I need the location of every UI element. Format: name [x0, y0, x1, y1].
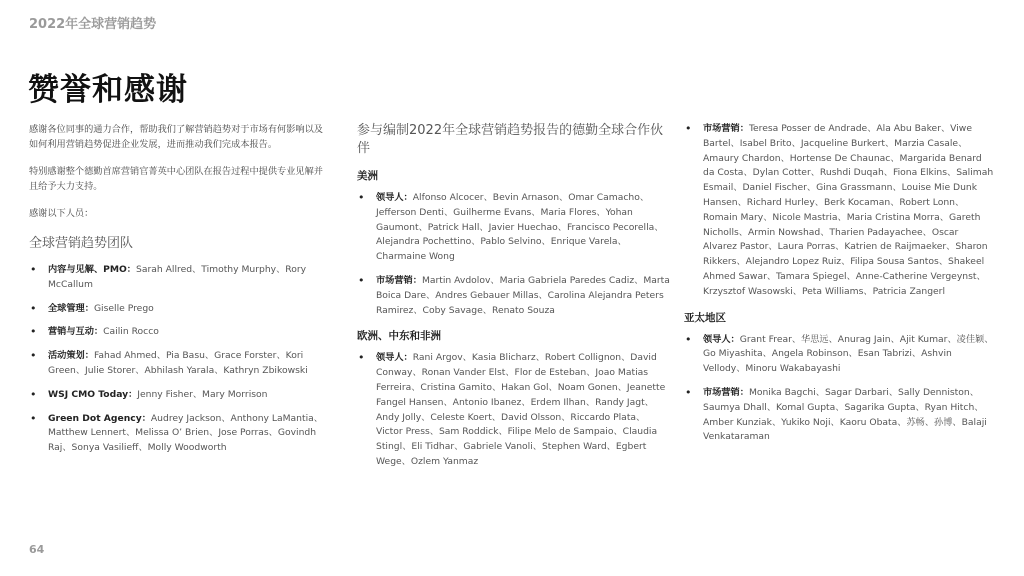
- names: Audrey Jackson、Anthony LaMantia、Matthew Lennert、Melissa O’ Brien、Jose Porras、Govindh Raj、Sonya Vasilieff、Molly Woodworth: [48, 412, 323, 454]
- region-heading-americas: 美洲: [357, 170, 378, 182]
- intro-paragraph-1: 感谢各位同事的通力合作，帮助我们了解营销趋势对于市场有何影响以及如何利用营销趋势促进企业发展，进而推动我们完成本报告。: [29, 124, 323, 150]
- names: Giselle Prego: [93, 302, 154, 314]
- names: Monika Bagchi、Sagar Darbari、Sally Denniston、Saumya Dhall、Komal Gupta、Sagarika Gupta、Ryan Hitch、Amber Kunziak、Yukiko Noji、Kaoru Obata、苏畅、孙博、Balaji Venkataraman: [703, 386, 987, 443]
- report-header: 2022年全球营销趋势: [29, 17, 157, 32]
- emea-list: [357, 351, 670, 469]
- names: Martin Avdolov、Maria Gabriela Paredes Cadiz、Marta Boica Dare、Andres Gebauer Millas、Carolina Alejandra Peters Ramirez、Coby Savage、Renato Souza: [376, 274, 670, 316]
- role-label: WSJ CMO Today：: [48, 388, 138, 400]
- emea-marketing-list: [684, 122, 994, 300]
- role-label: 市场营销：: [703, 123, 749, 134]
- names: Teresa Posser de Andrade、Ala Abu Baker、Viwe Bartel、Isabel Brito、Jacqueline Burkert、Marzia Casale、Amaury Chardon、Hortense De Chaunac、Margarida Benard da Costa、Dylan Cotter、Rushdi Duqah、Fiona Elkins、Salimah Esmail、Daniel Fischer、Gina Grassmann、Louise Mie Dunk Hansen、Richard Hurley、Berk Kocaman、Robert Lonn、Romain Mary、Nicole Mastria、Maria Cristina Morra、Gareth Nicholls、Armin Nowshad、Tharien Padayachee、Oscar Alvarez Pastor、Laura Porras、Katrien de Raijmaeker、Sharon Rikkers、Alejandro Lopez Ruiz、Filipa Sousa Santos、Shakeel Ahmed Sawar、Tamara Spiegel、Anne-Catherine Vergeynst、Krzysztof Wasowski、Peta Williams、Patricia Zangerl: [703, 123, 994, 297]
- names: Alfonso Alcocer、Bevin Arnason、Omar Camacho、Jefferson Denti、Guilherme Evans、Maria Flores、Yohan Gaumont、Patrick Hall、Javier Huechao、Francisco Pecorella、Alejandra Pochettino、Pablo Selvino、Enrique Varela、Charmaine Wong: [376, 192, 664, 263]
- names: Rani Argov、Kasia Blicharz、Robert Collignon、David Conway、Ronan Vander Elst、Flor de Esteban、Joao Matias Ferreira、Cristina Gamito、Hakan Gol、Noam Gonen、Jeanette Fangel Hansen、Antonio Ibanez、Erdem Ilhan、Randy Jagt、Andy Jolly、Celeste Koert、David Olsson、Riccardo Plata、Victor Press、Sam Roddick、Filipe Melo de Sampaio、Claudia Stingl、Eli Tidhar、Gabriele Vanoli、Stephen Ward、Egbert Wege、Ozlem Yanmaz: [376, 352, 666, 467]
- intro-paragraph-3: 感谢以下人员：: [29, 208, 94, 219]
- region-heading-apac: 亚太地区: [684, 311, 726, 324]
- list-item: [684, 122, 994, 300]
- partners-heading: 参与编制2022年全球营销趋势报告的德勤全球合作伙伴: [357, 123, 664, 156]
- intro-paragraph-2: 特别感谢整个德勤首席营销官菁英中心团队在报告过程中提供专业见解并且给予大力支持。: [29, 166, 323, 192]
- list-item: [29, 325, 329, 340]
- list-item: [684, 333, 994, 377]
- role-label: 市场营销：: [703, 386, 749, 398]
- region-heading-emea: 欧洲、中东和非洲: [357, 330, 441, 343]
- role-label: 市场营销：: [376, 274, 422, 286]
- page-number: 64: [29, 543, 45, 556]
- list-item: [684, 386, 994, 445]
- apac-list: [684, 333, 994, 446]
- role-label: 内容与见解、PMO：: [48, 264, 136, 275]
- list-item: [29, 263, 329, 293]
- role-label: 领导人：: [376, 192, 413, 203]
- page-title: 赞誉和感谢: [28, 72, 188, 108]
- list-item: [29, 302, 329, 317]
- list-item: [357, 274, 670, 318]
- role-label: 活动策划：: [48, 350, 94, 362]
- role-label: 领导人：: [703, 333, 740, 345]
- list-item: [29, 388, 329, 403]
- names: Fahad Ahmed、Pia Basu、Grace Forster、Kori Green、Julie Storer、Abhilash Yarala、Kathryn Zbikowski: [48, 350, 308, 376]
- list-item: [357, 191, 670, 265]
- names: Grant Frear、华思远、Anurag Jain、Ajit Kumar、凌佳颖、Go Miyashita、Angela Robinson、Esan Tabrizi、Ashvin Vellody、Minoru Wakabayashi: [703, 333, 994, 375]
- column-right: [684, 122, 994, 454]
- column-middle: [357, 122, 670, 479]
- names: Jenny Fisher、Mary Morrison: [137, 388, 268, 400]
- americas-list: [357, 191, 670, 318]
- list-item: [29, 412, 329, 456]
- role-label: 全球管理：: [48, 302, 94, 314]
- role-label: 营销与互动：: [48, 326, 104, 338]
- names: Sarah Allred、Timothy Murphy、Rory McCallum: [48, 264, 307, 290]
- column-left: [29, 122, 329, 465]
- list-item: [29, 349, 329, 379]
- team-heading: 全球营销趋势团队: [29, 236, 134, 251]
- role-label: 领导人：: [376, 352, 413, 364]
- names: Cailin Rocco: [103, 326, 159, 338]
- role-label: Green Dot Agency：: [48, 412, 151, 424]
- team-list: [29, 263, 329, 456]
- list-item: [357, 351, 670, 469]
